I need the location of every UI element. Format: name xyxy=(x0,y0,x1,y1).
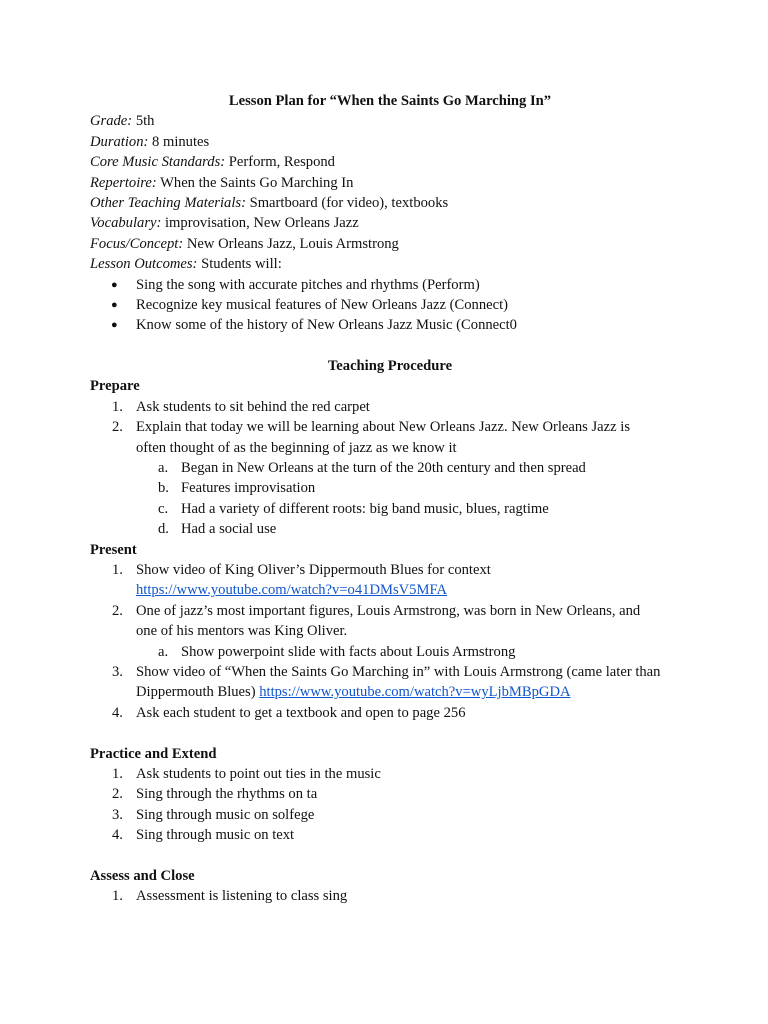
field-label: Lesson Outcomes: xyxy=(90,256,198,273)
sub-list-item xyxy=(90,458,690,478)
section-heading-practice: Practice and Extend xyxy=(90,745,217,762)
section-heading-prepare: Prepare xyxy=(90,378,140,395)
list-text: Sing through music on text xyxy=(136,827,295,844)
list-number: 1. xyxy=(112,398,123,415)
field-grade xyxy=(90,111,690,131)
sub-list-text: Show powerpoint slide with facts about Louis Armstrong xyxy=(181,643,516,660)
sub-list-letter: c. xyxy=(158,500,169,517)
sub-list-letter: a. xyxy=(158,460,169,477)
sub-list-item xyxy=(90,478,690,498)
bullet-icon: ● xyxy=(111,298,118,311)
list-item xyxy=(90,601,690,621)
bullet-icon: ● xyxy=(111,319,118,332)
outcome-item xyxy=(90,315,690,335)
list-item xyxy=(90,397,690,417)
list-text: Sing through music on solfege xyxy=(136,806,315,823)
field-value: 5th xyxy=(135,113,155,130)
field-value: Smartboard (for video), textbooks xyxy=(249,194,449,211)
outcome-item xyxy=(90,275,690,295)
bullet-icon: ● xyxy=(111,278,118,291)
list-text: Show video of King Oliver’s Dippermouth Blues for context xyxy=(136,561,491,578)
sub-list-item xyxy=(90,642,690,662)
list-item xyxy=(90,662,690,682)
list-number: 4. xyxy=(112,827,123,844)
spacer xyxy=(90,723,690,743)
list-number: 2. xyxy=(112,602,123,619)
list-text: Explain that today we will be learning about New Orleans Jazz. New Orleans Jazz is xyxy=(136,419,630,436)
sub-list-text: Had a variety of different roots: big band music, blues, ragtime xyxy=(181,500,549,517)
list-text-continued xyxy=(90,580,690,600)
list-text: Ask students to point out ties in the music xyxy=(136,765,381,782)
field-vocabulary xyxy=(90,213,690,233)
procedure-heading: Teaching Procedure xyxy=(327,358,453,375)
field-materials xyxy=(90,193,690,213)
list-item xyxy=(90,784,690,804)
field-value: When the Saints Go Marching In xyxy=(160,174,354,191)
outcome-text: Recognize key musical features of New Orleans Jazz (Connect) xyxy=(136,296,508,313)
field-label: Focus/Concept: xyxy=(90,235,184,252)
list-number: 1. xyxy=(112,888,123,905)
list-text: Ask students to sit behind the red carpet xyxy=(136,398,370,415)
list-number: 3. xyxy=(112,806,123,823)
field-label: Other Teaching Materials: xyxy=(90,194,246,211)
list-number: 1. xyxy=(112,561,123,578)
field-label: Duration: xyxy=(90,133,149,150)
outcome-item xyxy=(90,295,690,315)
list-text: Assessment is listening to class sing xyxy=(136,888,348,905)
document-title: Lesson Plan for “When the Saints Go Marching In” xyxy=(228,93,552,109)
outcome-text: Know some of the history of New Orleans Jazz Music (Connect0 xyxy=(136,317,517,334)
field-repertoire xyxy=(90,173,690,193)
sub-list-letter: a. xyxy=(158,643,169,660)
spacer xyxy=(90,336,690,356)
list-number: 2. xyxy=(112,419,123,436)
list-text-continued: often thought of as the beginning of jazz as we know it xyxy=(136,439,457,456)
outcome-text: Sing the song with accurate pitches and rhythms (Perform) xyxy=(136,276,480,293)
field-outcomes xyxy=(90,254,690,274)
sub-list-text: Had a social use xyxy=(181,521,277,538)
spacer xyxy=(90,845,690,865)
sub-list-item xyxy=(90,519,690,539)
field-label: Vocabulary: xyxy=(90,215,162,232)
sub-list-text: Features improvisation xyxy=(181,480,316,497)
field-label: Grade: xyxy=(90,113,133,130)
list-text-continued: one of his mentors was King Oliver. xyxy=(136,623,348,640)
sub-list-letter: d. xyxy=(158,521,169,538)
list-item xyxy=(90,764,690,784)
field-value: Perform, Respond xyxy=(228,154,335,171)
lesson-plan-body xyxy=(90,91,690,907)
list-item xyxy=(90,560,690,580)
section-heading-present: Present xyxy=(90,541,137,558)
list-text: Sing through the rhythms on ta xyxy=(136,786,318,803)
list-text: Dippermouth Blues) xyxy=(136,684,256,701)
field-value: 8 minutes xyxy=(152,133,210,150)
section-heading-assess: Assess and Close xyxy=(90,867,195,884)
list-text: Show video of “When the Saints Go Marching in” with Louis Armstrong (came later than xyxy=(136,663,661,680)
list-number: 1. xyxy=(112,765,123,782)
field-core-standards xyxy=(90,152,690,172)
list-item xyxy=(90,703,690,723)
field-value: Students will: xyxy=(201,256,282,273)
video-link-dippermouth[interactable]: https://www.youtube.com/watch?v=o41DMsV5MFA xyxy=(136,582,448,599)
list-item xyxy=(90,805,690,825)
field-label: Core Music Standards: xyxy=(90,154,226,171)
list-item xyxy=(90,886,690,906)
sub-list-item xyxy=(90,499,690,519)
field-value: New Orleans Jazz, Louis Armstrong xyxy=(186,235,399,252)
list-number: 3. xyxy=(112,663,123,680)
list-text: Ask each student to get a textbook and open to page 256 xyxy=(136,704,466,721)
sub-list-text: Began in New Orleans at the turn of the 20th century and then spread xyxy=(181,460,586,477)
video-link-saints[interactable]: https://www.youtube.com/watch?v=wyLjbMBpGDA xyxy=(259,684,571,701)
list-number: 2. xyxy=(112,786,123,803)
list-item xyxy=(90,417,690,437)
list-number: 4. xyxy=(112,704,123,721)
field-focus xyxy=(90,234,690,254)
list-text-continued xyxy=(90,682,690,702)
list-item xyxy=(90,825,690,845)
sub-list-letter: b. xyxy=(158,480,169,497)
list-text: One of jazz’s most important figures, Louis Armstrong, was born in New Orleans, and xyxy=(136,602,641,619)
field-value: improvisation, New Orleans Jazz xyxy=(165,215,359,232)
field-duration xyxy=(90,132,690,152)
field-label: Repertoire: xyxy=(90,174,157,191)
